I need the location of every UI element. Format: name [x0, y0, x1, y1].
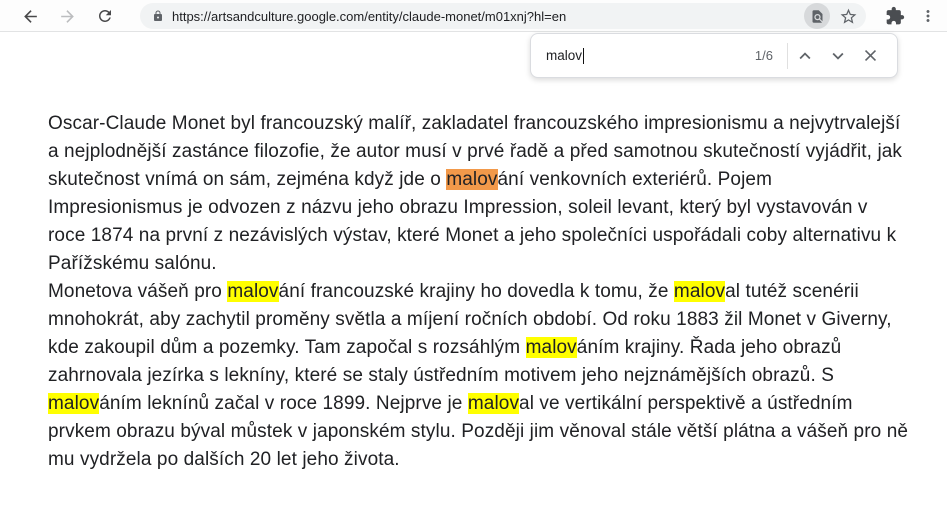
- find-match-active: malov: [446, 169, 498, 190]
- text-caret: [583, 48, 584, 64]
- text-run: Monetova vášeň pro: [48, 281, 228, 302]
- text-run: ání francouzské krajiny ho dovedla k tomu, že: [278, 281, 674, 302]
- find-input[interactable]: [546, 48, 755, 64]
- find-match: malov: [525, 337, 577, 358]
- three-dot-menu-icon: [919, 7, 937, 25]
- back-button[interactable]: [18, 4, 42, 28]
- text-run: áním leknínů začal v roce 1899. Nejprve je: [99, 393, 468, 414]
- text-run: al ve vertikální perspektivě a ústředním prvkem obrazu býval můstek v japonském stylu. Později jim věnoval stále větší plátna a vášeň pro ně mu vydržela po dalších 20 let jeho života.: [48, 393, 909, 470]
- forward-button[interactable]: [55, 4, 79, 28]
- menu-button[interactable]: [916, 4, 940, 28]
- reload-icon: [96, 7, 114, 25]
- lock-icon: [152, 10, 164, 22]
- text-run: Oscar-Claude Monet byl francouzský malíř, zakladatel francouzského impresionismu a nejvytrvalejší a nejplodnější zastánce filozofie, že autor musí v prvé řadě a před samotnou skutečností vyjádřit, jak skutečnost vnímá on sám, zejména když jde o: [48, 113, 903, 190]
- find-close-button[interactable]: [854, 39, 887, 72]
- find-match: malov: [673, 281, 726, 302]
- text-run: al tutéž scenérii mnohokrát, aby zachytil proměny světla a míjení ročních období. Od roku 1883 žil Monet v Giverny, kde zakoupil dům a pozemky. Tam započal s rozsáhlým: [48, 281, 892, 358]
- star-icon: [839, 7, 858, 26]
- text-run: áním krajiny. Řada jeho obrazů zahrnovala jezírka s lekníny, které se staly ústředním motivem jeho nejznámějších obrazů. S: [48, 337, 842, 386]
- search-document-icon: [810, 9, 825, 24]
- browser-toolbar: [0, 0, 947, 32]
- forward-icon: [58, 7, 77, 26]
- url-text[interactable]: https://artsandculture.google.com/entity/claude-monet/m01xnj?hl=en: [172, 8, 567, 24]
- find-match-count: 1/6: [754, 48, 773, 63]
- paragraph: [48, 278, 910, 474]
- reload-button[interactable]: [93, 4, 117, 28]
- text-run: ání venkovních exteriérů. Pojem Impresionismus je odvozen z názvu jeho obrazu Impression, soleil levant, který byl vystavován v roce 1874 na první z nezávislých výstav, které Monet a jeho společníci uspořádali coby alternativu k Pařížskému salónu.: [48, 169, 897, 274]
- find-bar: [530, 33, 898, 78]
- find-match: malov: [227, 281, 279, 302]
- find-previous-button[interactable]: [788, 39, 821, 72]
- article-text: [48, 110, 910, 474]
- find-match: malov: [48, 393, 100, 414]
- find-next-button[interactable]: [821, 39, 854, 72]
- paragraph: [48, 110, 910, 278]
- address-bar[interactable]: [140, 3, 866, 29]
- find-in-page-indicator-button[interactable]: [804, 3, 830, 29]
- find-match: malov: [467, 393, 520, 414]
- close-icon: [861, 46, 880, 65]
- chevron-up-icon: [794, 45, 816, 67]
- bookmark-star-button[interactable]: [836, 4, 860, 28]
- find-query-text: malov: [546, 48, 583, 63]
- back-icon: [21, 7, 40, 26]
- page-content: [48, 110, 910, 474]
- puzzle-icon: [885, 6, 905, 26]
- extensions-button[interactable]: [883, 4, 907, 28]
- chevron-down-icon: [827, 45, 849, 67]
- omnibox-actions: [804, 3, 860, 29]
